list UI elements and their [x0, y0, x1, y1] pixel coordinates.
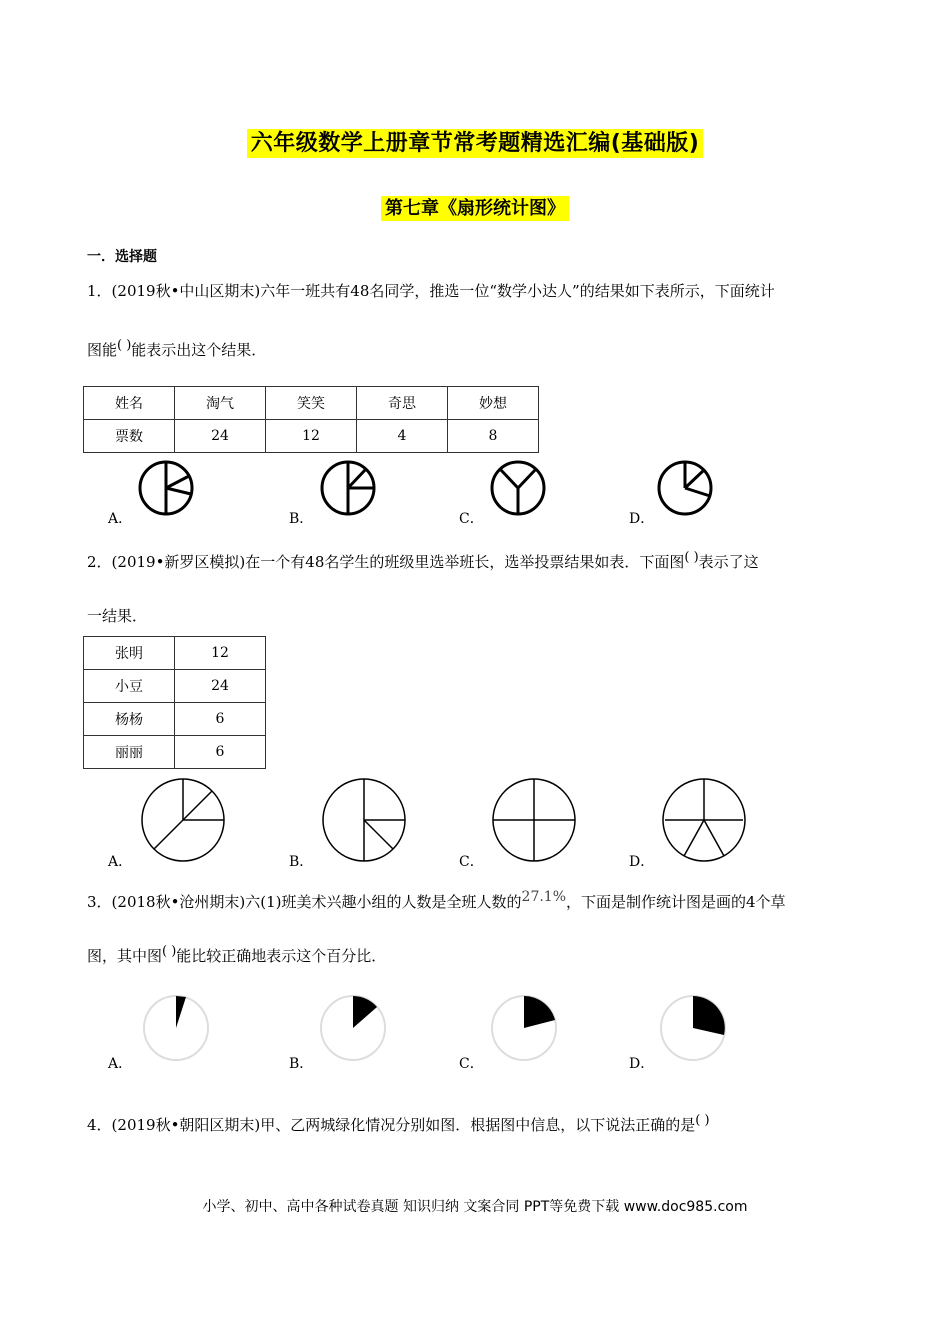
q3-line2: 图，其中图( )能比较正确地表示这个百分比．	[87, 944, 387, 965]
table-row: 杨杨 6	[84, 703, 266, 736]
q2-vote-table	[83, 636, 266, 769]
q2-option-c[interactable]: C．	[459, 854, 484, 870]
table-row: 张明 12	[84, 637, 266, 670]
document-title: 六年级数学上册章节常考题精选汇编(基础版)	[0, 126, 950, 157]
q1-option-d[interactable]: D．	[629, 511, 655, 527]
q1-pie-d	[659, 462, 711, 514]
table-row: 票数 24 12 4 8	[84, 420, 539, 453]
q1-line1: 1．(2019秋•中山区期末)六年一班共有48名同学，推选一位“数学小达人”的结果如下表所示，下面统计	[87, 282, 775, 300]
q2-option-d[interactable]: D．	[629, 854, 655, 870]
q2-pie-b	[323, 779, 405, 861]
q1-option-c[interactable]: C．	[459, 511, 484, 527]
q1-option-a[interactable]: A．	[108, 511, 133, 527]
q4-answer-blank: ( )	[695, 1113, 710, 1128]
q3-answer-blank: ( )	[162, 944, 177, 959]
q3-pie-c	[492, 996, 556, 1060]
q3-pie-d	[661, 996, 725, 1060]
q1-pie-c	[492, 462, 544, 514]
q2-pie-c	[493, 779, 575, 861]
q3-percent: 27.1%	[521, 889, 567, 905]
table-row: 丽丽 6	[84, 736, 266, 769]
q2-answer-blank: ( )	[684, 550, 699, 565]
q3-pie-a	[144, 996, 208, 1060]
q3-line1: 3．(2018秋•沧州期末)六(1)班美术兴趣小组的人数是全班人数的27.1%，下面是制作统计图是画的4个草	[87, 889, 786, 911]
q3-option-d[interactable]: D．	[629, 1056, 655, 1072]
chapter-title: 第七章《扇形统计图》	[0, 194, 950, 220]
table-row: 小豆 24	[84, 670, 266, 703]
q3-option-b[interactable]: B．	[289, 1056, 314, 1072]
table-row: 姓名 淘气 笑笑 奇思 妙想	[84, 387, 539, 420]
q1-pie-b	[322, 462, 374, 514]
q4-line1: 4．(2019秋•朝阳区期末)甲、乙两城绿化情况分别如图．根据图中信息，以下说法正确的是( )	[87, 1113, 710, 1134]
q1-line2: 图能( )能表示出这个结果．	[87, 338, 267, 359]
q2-line1: 2．(2019•新罗区模拟)在一个有48名学生的班级里选举班长，选举投票结果如表．下面图( )表示了这	[87, 550, 759, 571]
q3-option-c[interactable]: C．	[459, 1056, 484, 1072]
section-heading: 一．选择题	[87, 249, 157, 265]
q2-option-b[interactable]: B．	[289, 854, 314, 870]
q2-pie-d	[663, 779, 745, 861]
q1-answer-blank: ( )	[117, 338, 132, 353]
q1-option-b[interactable]: B．	[289, 511, 314, 527]
page-footer: 小学、初中、高中各种试卷真题 知识归纳 文案合同 PPT等免费下载 www.doc985.com	[202, 1199, 748, 1215]
q2-option-a[interactable]: A．	[108, 854, 133, 870]
q2-line2: 一结果．	[87, 607, 148, 625]
q2-pie-a	[142, 779, 224, 861]
q3-option-a[interactable]: A．	[108, 1056, 133, 1072]
q3-pie-b	[321, 996, 385, 1060]
q1-pie-a	[140, 462, 192, 514]
